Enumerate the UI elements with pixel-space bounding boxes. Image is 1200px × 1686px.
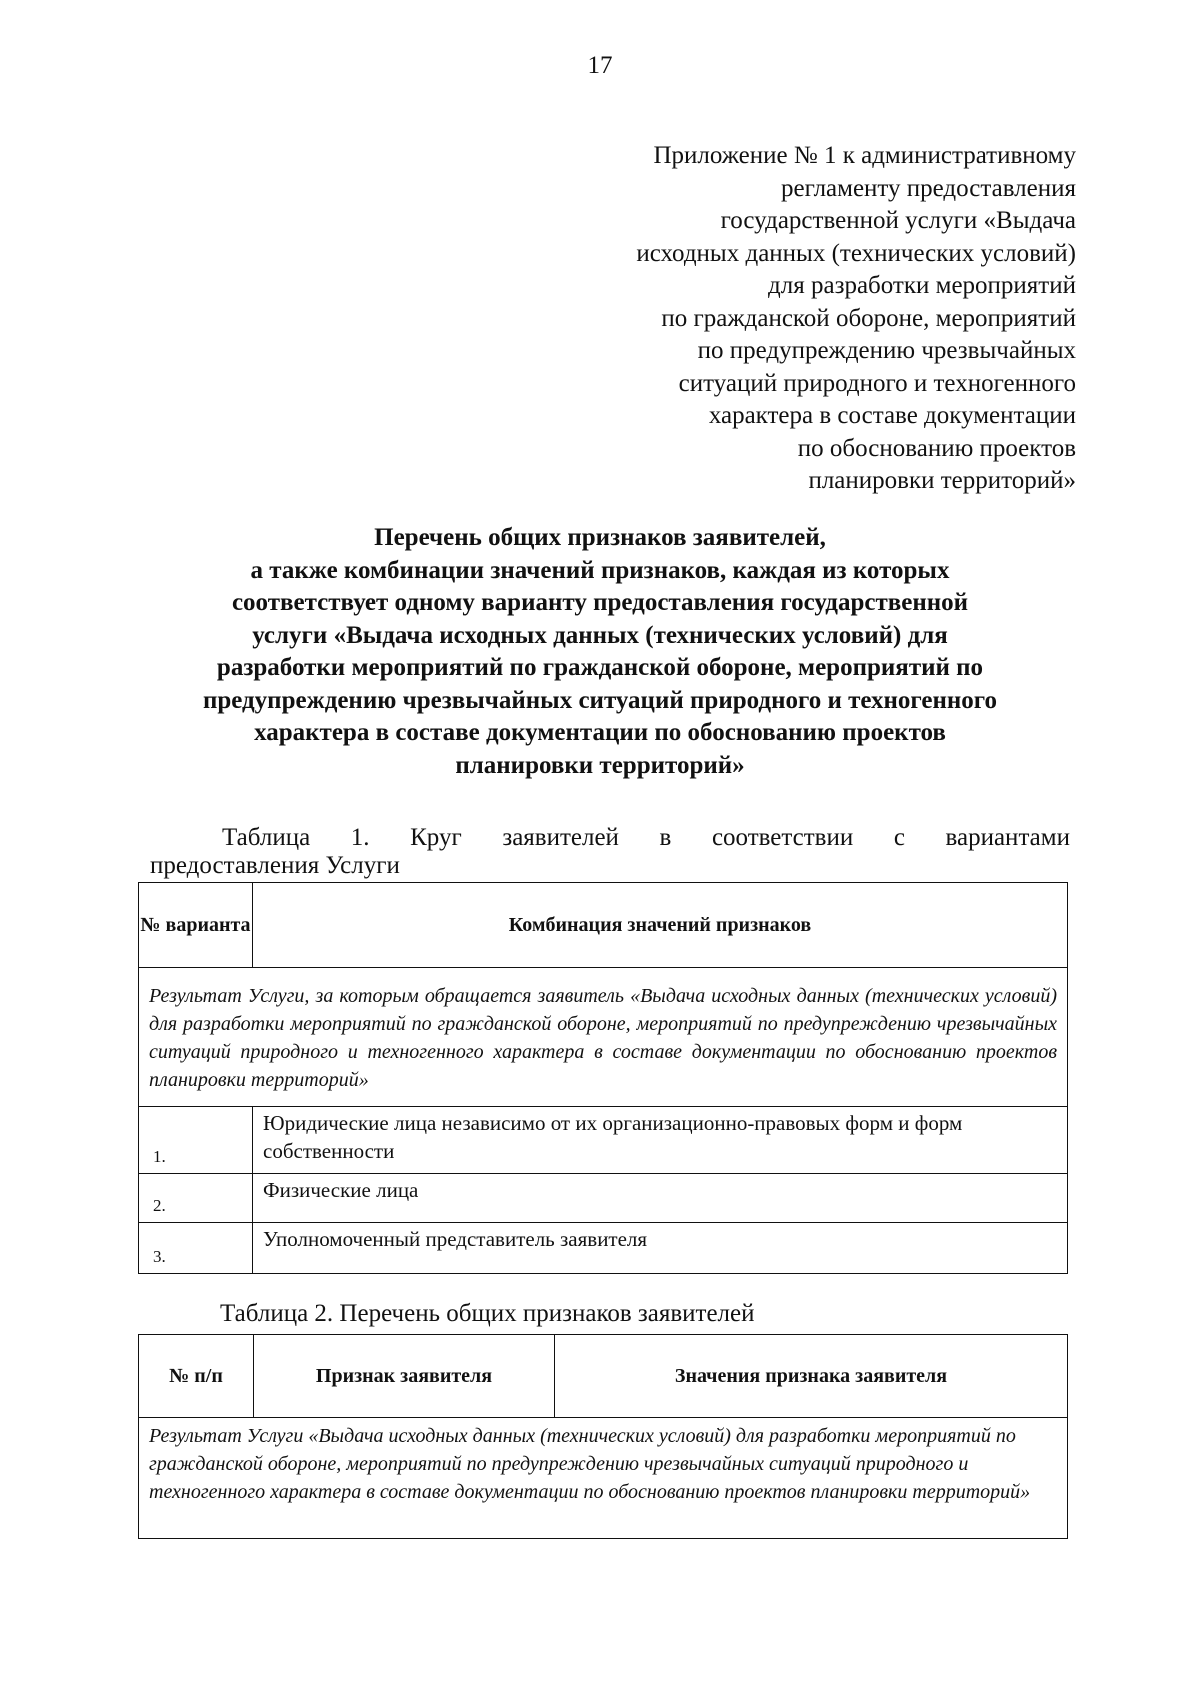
caption-word: с (893, 824, 905, 851)
appendix-line: государственной услуги «Выдача (720, 207, 1076, 234)
header-number: № п/п (139, 1335, 254, 1418)
appendix-line: планировки территорий» (808, 467, 1076, 494)
caption-word: соответствии (711, 824, 854, 851)
header-sign-values: Значения признака заявителя (555, 1335, 1068, 1418)
table-result-row (139, 1418, 1068, 1539)
table1-caption (150, 824, 1070, 880)
caption-word: 1. (350, 824, 370, 851)
appendix-line: исходных данных (технических условий) (636, 239, 1076, 267)
table1-variants (138, 882, 1068, 1274)
appendix-line: характера в составе документации (708, 402, 1076, 429)
table-row (139, 1107, 1068, 1174)
header-variant-number: № варианта (139, 883, 253, 968)
row-value: Физические лица (253, 1174, 1068, 1223)
caption-word: Таблица (222, 824, 311, 851)
appendix-line: для разработки мероприятий (768, 272, 1076, 299)
heading-line: Перечень общих признаков заявителей, (374, 524, 826, 551)
appendix-note (436, 140, 1076, 498)
appendix-line: регламенту предоставления (780, 174, 1076, 202)
appendix-line: Приложение № 1 к административному (653, 142, 1076, 169)
appendix-line: по гражданской обороне, мероприятий (661, 304, 1076, 332)
caption-word: в (659, 824, 672, 851)
row-number: 1. (139, 1107, 253, 1174)
heading-line: а также комбинации значений признаков, каждая из которых (250, 556, 950, 584)
heading-line: разработки мероприятий по гражданской обороне, мероприятий по (216, 654, 984, 681)
heading-line: предупреждению чрезвычайных ситуаций природного и техногенного (202, 686, 998, 714)
caption-word: заявителей (502, 824, 619, 851)
table2-applicant-signs (138, 1334, 1068, 1539)
caption-line-2: предоставления Услуги (150, 852, 400, 879)
document-heading (0, 522, 1200, 782)
appendix-line: ситуаций природного и техногенного (678, 369, 1076, 397)
row-number: 3. (139, 1223, 253, 1274)
table2-caption: Таблица 2. Перечень общих признаков заявителей (220, 1300, 755, 1327)
row-value: Уполномоченный представитель заявителя (253, 1223, 1068, 1274)
table-header-row (139, 1335, 1068, 1418)
caption-word: Круг (410, 824, 462, 851)
appendix-line: по обоснованию проектов (797, 434, 1076, 462)
heading-line: планировки территорий» (455, 751, 745, 779)
result-text: Результат Услуги «Выдача исходных данных (технических условий) для разработки мероприятий по гражданской обороне, мероприятий по предупреждению чрезвычайных ситуаций природного и техногенного характера в составе документации по обоснованию проектов планировки территорий» (139, 1418, 1068, 1539)
heading-line: характера в составе документации по обоснованию проектов (254, 719, 946, 746)
page-number: 17 (587, 52, 613, 79)
row-number: 2. (139, 1174, 253, 1223)
table-row (139, 1223, 1068, 1274)
caption-word: вариантами (945, 824, 1070, 851)
header-combination: Комбинация значений признаков (253, 883, 1068, 968)
header-sign: Признак заявителя (254, 1335, 555, 1418)
heading-line: услуги «Выдача исходных данных (технических условий) для (252, 621, 948, 649)
row-value: Юридические лица независимо от их организационно-правовых форм и форм собственности (253, 1107, 1068, 1174)
heading-line: соответствует одному варианту предоставления государственной (231, 589, 969, 616)
table-header-row (139, 883, 1068, 968)
table-result-row (139, 968, 1068, 1107)
result-text: Результат Услуги, за которым обращается заявитель «Выдача исходных данных (технических условий) для разработки мероприятий по гражданской обороне, мероприятий по предупреждению чрезвычайных ситуаций природного и техногенного характера в составе документации по обоснованию проектов планировки территорий» (139, 968, 1068, 1107)
appendix-line: по предупреждению чрезвычайных (697, 337, 1076, 364)
table-row (139, 1174, 1068, 1223)
